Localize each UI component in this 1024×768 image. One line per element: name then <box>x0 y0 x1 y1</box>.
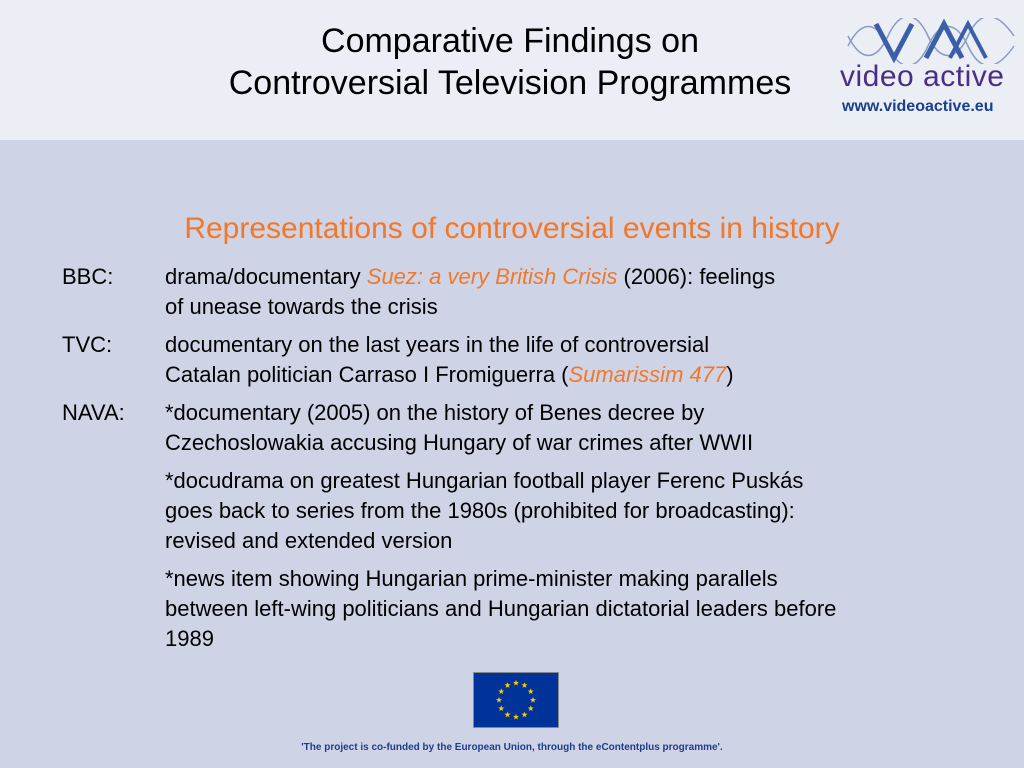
eu-star-icon <box>513 680 519 686</box>
entries-list <box>62 262 962 662</box>
programme-title: Suez: a very British Crisis <box>366 264 618 289</box>
eu-star-icon <box>498 688 504 694</box>
nava-item <box>165 398 962 458</box>
entry-body <box>165 262 962 322</box>
entry-label: BBC: <box>62 264 114 289</box>
entry-text: drama/documentary <box>165 264 367 289</box>
entry-line: between left-wing politicians and Hungarian dictatorial leaders before <box>165 596 837 621</box>
eu-star-icon <box>521 712 527 718</box>
eu-star-icon <box>521 682 527 688</box>
eu-star-icon <box>530 697 536 703</box>
entry-body <box>165 330 962 390</box>
eu-star-icon <box>513 714 519 720</box>
video-active-logo[interactable] <box>838 18 1024 128</box>
entry-line: *docudrama on greatest Hungarian football player Ferenc Puskás <box>165 468 804 493</box>
title-line-2: Controversial Television Programmes <box>228 64 792 102</box>
logo-name: video active <box>840 60 1005 93</box>
eu-star-icon <box>528 688 534 694</box>
eu-stars-icon <box>474 673 558 727</box>
entry-text: (2006): feelings <box>617 264 776 289</box>
logo-waves-icon <box>846 18 1016 64</box>
entry-line: of unease towards the crisis <box>165 294 438 319</box>
entry-text: Catalan politician Carraso I Fromiguerra ( <box>165 362 569 387</box>
logo-url[interactable]: www.videoactive.eu <box>842 98 994 115</box>
section-subtitle: Representations of controversial events in history <box>184 212 840 245</box>
entry-text: ) <box>726 362 734 387</box>
entry-line: *news item showing Hungarian prime-minister making parallels <box>165 566 778 591</box>
eu-star-icon <box>504 682 510 688</box>
entry-line <box>165 262 962 292</box>
entry-label: NAVA: <box>62 400 125 425</box>
eu-star-icon <box>504 712 510 718</box>
page-title <box>100 20 920 104</box>
eu-star-icon <box>496 697 502 703</box>
entry-bbc <box>62 262 962 322</box>
entry-line: goes back to series from the 1980s (prohibited for broadcasting): <box>165 498 795 523</box>
entry-line: Czechoslowakia accusing Hungary of war crimes after WWII <box>165 430 754 455</box>
programme-title: Sumarissim 477 <box>568 362 727 387</box>
entry-line: documentary on the last years in the life of controversial <box>165 332 710 357</box>
title-line-1: Comparative Findings on <box>321 22 699 60</box>
entry-line: revised and extended version <box>165 528 453 553</box>
entry-line: *documentary (2005) on the history of Benes decree by <box>165 400 705 425</box>
eu-flag-icon <box>473 672 559 728</box>
nava-item <box>165 564 962 654</box>
entry-line <box>165 360 962 390</box>
footer-note: 'The project is co-funded by the European Union, through the eContentplus programme'. <box>301 742 723 753</box>
entry-line: 1989 <box>165 626 214 651</box>
eu-star-icon <box>498 705 504 711</box>
entry-nava <box>62 398 962 654</box>
entry-tvc <box>62 330 962 390</box>
nava-item <box>165 466 962 556</box>
entry-body <box>165 398 962 654</box>
header-band <box>0 0 1024 140</box>
entry-label: TVC: <box>62 332 113 357</box>
eu-star-icon <box>528 705 534 711</box>
